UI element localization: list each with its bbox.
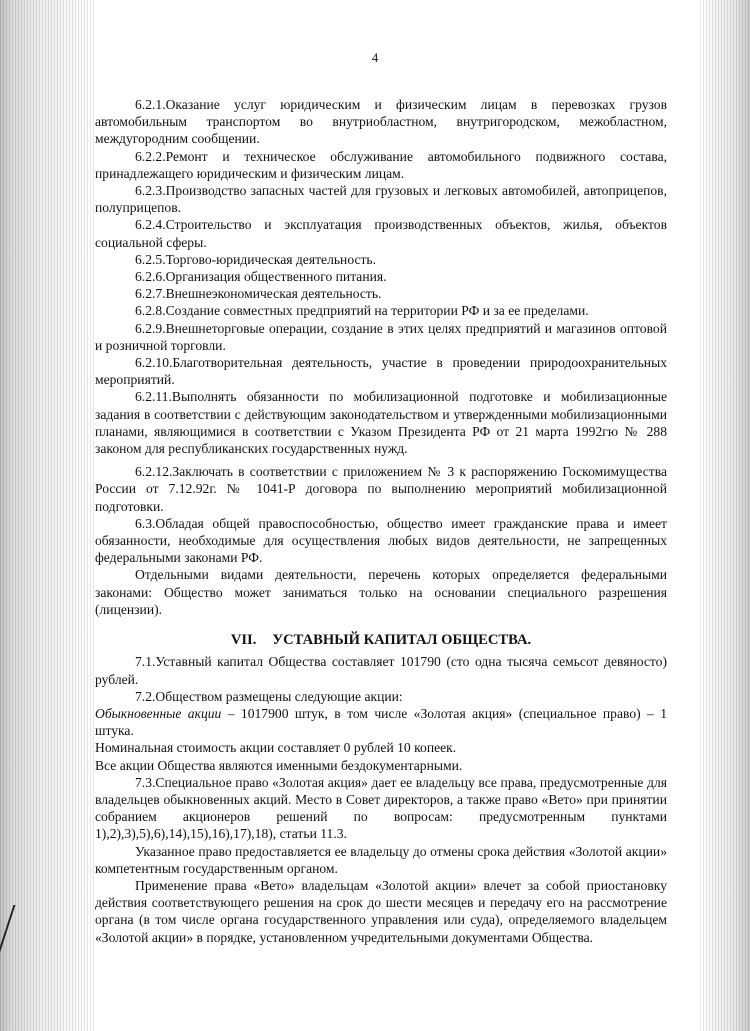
- clause-6-2-2: 6.2.2.Ремонт и техническое обслуживание автомобильного подвижного состава, принадлежащего юридическим и физическим лицам.: [95, 148, 667, 181]
- document-body: [95, 96, 667, 946]
- shares-detail: – 1017900 штук, в том числе «Золотая акция» (специальное право) – 1 штука.: [95, 705, 667, 739]
- clause-6-2-3: 6.2.3.Производство запасных частей для грузовых и легковых автомобилей, автоприцепов, полуприцепов.: [95, 183, 667, 216]
- clause-7-3: 7.3.Специальное право «Золотая акция» дает ее владельцу все права, предусмотренные для владельцев обыкновенных акций. Место в Совет директоров, а также право «Вето» при принятии собранием акционеров решений по вопросам: предусмотренным пунктами 1),2),3),5),6),14),15),16),17),18), статьи 11.3.: [95, 774, 667, 842]
- clause-6-2-5: 6.2.5.Торгово-юридическая деятельность.: [135, 251, 377, 267]
- scan-edge-right: [700, 0, 750, 1031]
- clause-6-2-7: 6.2.7.Внешнеэкономическая деятельность.: [135, 286, 382, 302]
- page-number: 4: [371, 50, 379, 65]
- clause-6-2-1: 6.2.1.Оказание услуг юридическим и физическим лицам в перевозках грузов автомобильным транспортом во внутриобластном, внутригородском, межобластном, междугородним сообщении.: [95, 97, 667, 147]
- section-title: УСТАВНЫЙ КАПИТАЛ ОБЩЕСТВА.: [272, 632, 532, 649]
- clause-7-1: 7.1.Уставный капитал Общества составляет 101790 (сто одна тысяча семьсот девяносто) рублей.: [95, 654, 667, 687]
- clause-6-2-8: 6.2.8.Создание совместных предприятий на территории РФ и за ее пределами.: [135, 303, 589, 319]
- clause-7-2: 7.2.Обществом размещены следующие акции:: [135, 688, 403, 704]
- veto-paragraph: Применение права «Вето» владельцам «Золотой акции» влечет за собой приостановку действия соответствующего решения на срок до шести месяцев и передачу его на рассмотрение органа (в том числе органа государственного управления или суда), определяемого владельцем «Золотой акции» в порядке, установленном учредительными документами Общества.: [95, 877, 667, 945]
- clause-6-3: 6.3.Обладая общей правоспособностью, общество имеет гражданские права и имеет обязанности, необходимые для осуществления любых видов деятельности, не запрещенных федеральными законами РФ.: [95, 515, 667, 566]
- shares-paragraph: [95, 705, 667, 739]
- clause-6-2-10: 6.2.10.Благотворительная деятельность, участие в проведении природоохранительных мероприятий.: [95, 355, 667, 388]
- licensing-paragraph: Отдельными видами деятельности, перечень которых определяется федеральными законами: Общество может заниматься только на основании специального разрешения (лицензии).: [95, 567, 667, 617]
- shares-type: Обыкновенные акции: [95, 705, 222, 721]
- section-number: VII.: [230, 632, 257, 649]
- granted-right: Указанное право предоставляется ее владельцу до отмены срока действия «Золотой акции» компетентным государственным органом.: [95, 843, 667, 876]
- registered-shares: Все акции Общества являются именными бездокументарными.: [95, 757, 463, 773]
- clause-6-2-9: 6.2.9.Внешнеторговые операции, создание в этих целях предприятий и магазинов оптовой и розничной торговли.: [95, 320, 667, 353]
- clause-6-2-11: 6.2.11.Выполнять обязанности по мобилизационной подготовке и мобилизационные задания в соответствии с действующим законодательством и утвержденными мобилизационными планами, являющимися в соответствии с Указом Президента РФ от 21 марта 1992гю № 288 законом для республиканских государственных нужд.: [95, 389, 667, 457]
- nominal-value: Номинальная стоимость акции составляет 0 рублей 10 копеек.: [95, 740, 457, 756]
- clause-6-2-6: 6.2.6.Организация общественного питания.: [135, 269, 387, 285]
- scan-edge-left: [0, 0, 95, 1031]
- section-heading: [95, 632, 667, 649]
- clause-6-2-4: 6.2.4.Строительство и эксплуатация производственных объектов, жилья, объектов социальной сферы.: [95, 217, 667, 250]
- clause-6-2-12: 6.2.12.Заключать в соответствии с приложением № 3 к распоряжению Госкомимущества России от 7.12.92г. № 1041-Р договора по выполнению мероприятий мобилизационной подготовки.: [95, 464, 667, 514]
